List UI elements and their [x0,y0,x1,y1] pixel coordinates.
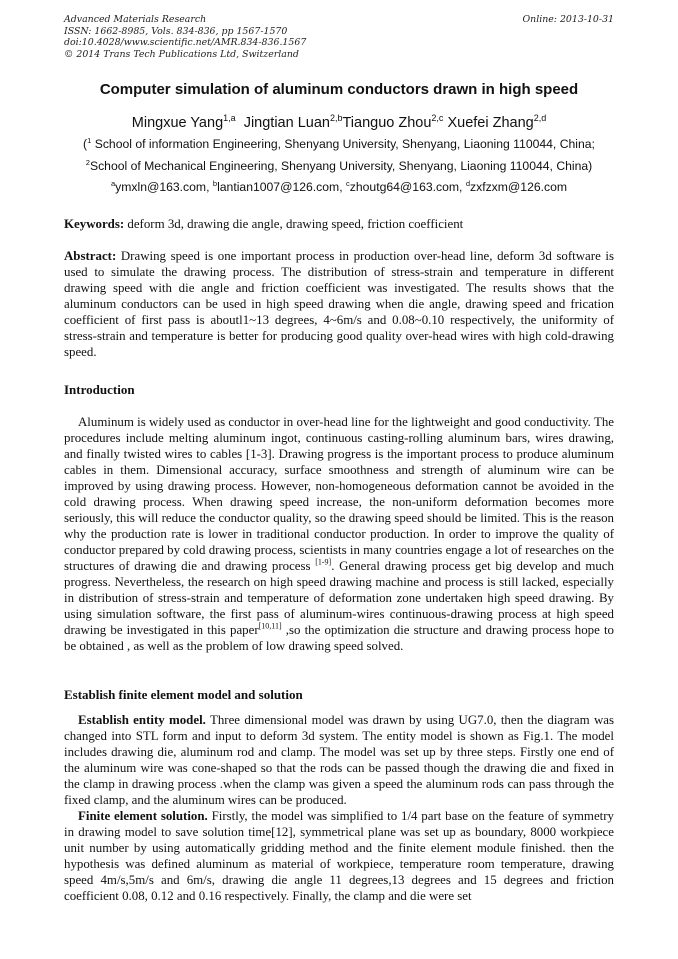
author-superscript: 2,d [533,113,547,124]
section-heading-fem: Establish finite element model and solution [64,687,303,702]
introduction-paragraph: Aluminum is widely used as conductor in over-head line for the lightweight and good conductivity. The procedures include melting aluminum ingot, continuous casting-rolling aluminum bars, wires drawing, and finally twisted wires to cables [1-3]. Drawing progress is the important process to produce aluminum cables in them. Dimensional accuracy, surface smoothness and strength of aluminum wire can be improved by using drawing process. However, non-homogeneous deformation cannot be avoided in the cold drawing process. When drawing speed increase, the non-uniform deformation becomes more seriously, this will reduce the conductor quality, so the drawing speed should be limited. This is the reason why the production rate is lower in traditional conductor production. In order to improve the quality of conductor prepared by cold drawing process, scientists in many countries engage a lot of researches on the structures of drawing die and drawing process [1-9]. General drawing process get big develop and much progress. Nevertheless, the research on high speed drawing machine and process is still lacked, especially in distribution of stress-strain and temperature of deformation zone undertaken high speed drawing. By using simulation software, the first pass of aluminum-wires continuous-drawing process at high speed drawing be investigated in this paper[10,11] ,so the optimization die structure and drawing process hope to be obtained , as well as the problem of low drawing speed solved. [64,415,614,653]
citation: [1-9] [315,557,332,567]
affiliation-2 [0,159,678,173]
journal-copyright: © 2014 Trans Tech Publications Ltd, Switzerland [64,48,299,60]
email-link[interactable]: zxfzxm@126.com [470,180,568,194]
author-name: Xuefei Zhang [447,115,534,131]
keywords-text: deform 3d, drawing die angle, drawing speed, friction coefficient [124,217,464,231]
keywords [64,216,614,232]
affiliation-1: ($^1$ School of information Engineering, Shenyang University, Shenyang, Liaoning 110044, China; [83,135,595,151]
author-name: Mingxue Yang [131,115,224,131]
online-date: Online: 2013-10-31 [522,14,614,25]
author-emails: $^a$ymxln@163.com, $^b$lantian1007@126.com, $^c$zhoutg64@163.com, $^d$zxfzxm@126.com [110,178,568,194]
keywords-label: Keywords: [64,217,125,231]
abstract [64,248,614,360]
author-name: Tianguo Zhou [342,115,432,131]
citation: [10,11] [258,621,282,631]
email-link[interactable]: ymxln@163.com, [115,180,213,194]
fem-paragraph-2: Finite element solution. Firstly, the model was simplified to 1/4 part base on the feature of symmetry in drawing model to save solution time[12], symmetrical plane was set up as boundary, 8000 workpiece unit number by using automatically gridding method and the finite element module finished. then the hypothesis was defined aluminum as material of workpiece, temperature room temperature, drawing speed 4m/s,5m/s and 6m/s, drawing die angle 11 degrees,13 degrees and 15 degrees and friction coefficient 0.08, 0.12 and 0.16 respectively. Finally, the clamp and die were set [64,809,614,903]
paragraph-label: Finite element solution. [78,809,208,823]
paragraph-label: Establish entity model. [78,713,206,727]
author-superscript: 2,c [431,113,444,124]
abstract-label: Abstract: [64,249,117,263]
affiliation-mark: 1 [87,135,92,145]
email-link[interactable]: lantian1007@126.com, [217,180,346,194]
author-name: Jingtian Luan [243,115,330,131]
affiliation-text: School of information Engineering, Shenyang University, Shenyang, Liaoning 110044, China; [91,137,595,151]
author-list [0,115,678,131]
author-superscript: 1,a [223,113,236,124]
author-superscript: 2,b [329,113,343,124]
journal-doi: doi:10.4028/www.scientific.net/AMR.834-836.1567 [64,37,307,49]
section-heading-introduction: Introduction [64,382,135,397]
journal-name: Advanced Materials Research [64,14,207,25]
fem-paragraph-1: Establish entity model. Three dimensional model was drawn by using UG7.0, then the diagram was changed into STL form and input to deform 3d system. The entity model is shown as Fig.1. The model includes drawing die, aluminum rod and clamp. The model was set up by three steps. Firstly one end of the aluminum wire was cone-shaped so that the rods can be passed though the drawing die and fixed in the clamp in drawing process .when the clamp was given a speed the aluminum rods can pass through the fixed clamp, and the aluminum wires can be produced. [64,713,614,807]
affiliation-text: School of Mechanical Engineering, Shenyang University, Shenyang, Liaoning 110044, China) [89,159,593,173]
paper-title: Computer simulation of aluminum conductors drawn in high speed [99,81,579,98]
abstract-text: Drawing speed is one important process in production over-head line, deform 3d software is used to simulate the drawing process. The distribution of stress-strain and temperature in different drawing speed with die angle and friction coefficient was investigated. The results shows that the aluminum conductors can be used in high speed drawing when die angle, drawing speed and frication coefficient of first pass is aboutl1~13 degrees, 4~6m/s and 0.08~0.10 respectively, the uniformity of stress-strain and temperature is better for producing good quality over-head wires with high cold-drawing speed. [64,249,614,359]
journal-header [64,14,614,60]
journal-issn: ISSN: 1662-8985, Vols. 834-836, pp 1567-1570 [64,25,288,37]
email-link[interactable]: zhoutg64@163.com, [349,180,466,194]
affiliation-mark: 2 [85,157,90,167]
